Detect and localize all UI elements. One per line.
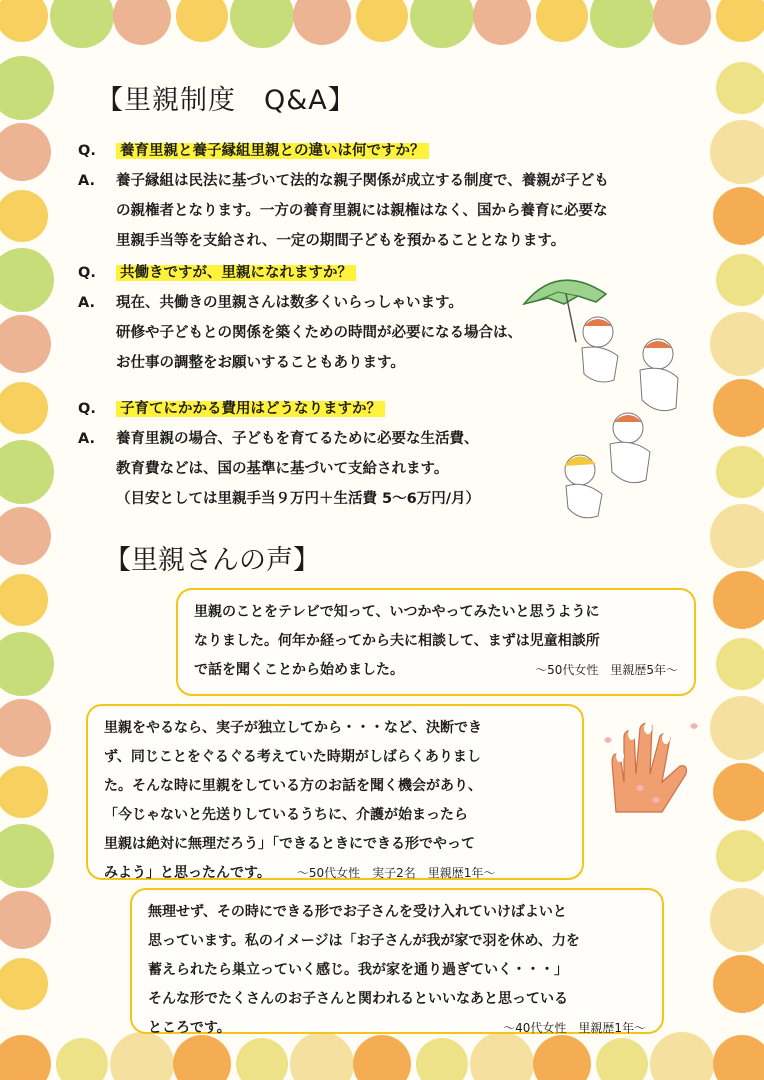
voice-line: みよう」と思ったんです。 (104, 865, 271, 881)
voice-card-1 (176, 588, 696, 696)
voice-line: 「今じゃないと先送りしているうちに、介護が始まったら (104, 807, 468, 823)
question-text: 子育てにかかる費用はどうなりますか？ (116, 401, 385, 417)
voice-line: 里親をやるなら、実子が独立してから・・・など、決断でき (104, 720, 482, 736)
voice-card-3 (130, 888, 664, 1034)
answer-line: の親権者となります。一方の養育里親には親権はなく、国から養育に必要な (116, 203, 608, 219)
qa-title: 【里親制度 Q&A】 (96, 85, 356, 116)
voices-title: 【里親さんの声】 (104, 545, 320, 576)
umbrella-children-icon (518, 268, 704, 522)
q-mark: Q. (78, 401, 96, 417)
voice-line: た。そんな時に里親をしている方のお話を聞く機会があり、 (104, 778, 482, 794)
question-text: 共働きですが、里親になれますか？ (116, 265, 356, 281)
voice-line: そんな形でたくさんのお子さんと関われるといいなあと思っている (148, 991, 568, 1007)
voice-line: 里親は絶対に無理だろう」「できるときにできる形でやって (104, 836, 475, 852)
voice-line: 無理せず、その時にできる形でお子さんを受け入れていけばよいと (148, 904, 567, 920)
a-mark: A. (78, 431, 95, 447)
answer-line: 養子縁組は民法に基づいて法的な親子関係が成立する制度で、養親が子ども (116, 173, 609, 189)
voice-signature: ～40代女性 里親歴1年～ (503, 1021, 646, 1035)
a-mark: A. (78, 295, 95, 311)
answer-line: 研修や子どもとの関係を築くための時間が必要になる場合は、 (116, 325, 522, 341)
a-mark: A. (78, 173, 95, 189)
question-text: 養育里親と養子縁組里親との違いは何ですか？ (116, 143, 429, 159)
voice-signature: ～50代女性 実子2名 里親歴1年～ (296, 866, 496, 880)
voice-line: ところです。 (148, 1020, 231, 1036)
voice-line: 里親のことをテレビで知って、いつかやってみたいと思うように (194, 604, 600, 620)
voice-line: ず、同じことをぐるぐる考えていた時期がしばらくありまし (104, 749, 481, 765)
voice-line: なりました。何年か経ってから夫に相談して、まずは児童相談所 (194, 633, 600, 649)
voice-line: 思っています。私のイメージは「お子さんが我が家で羽を休め、力を (148, 933, 580, 949)
voice-line: 蓄えられたら巣立っていく感じ。我が家を通り過ぎていく・・・」 (148, 962, 568, 978)
answer-line: （目安としては里親手当９万円＋生活費 5～6万円/月） (116, 491, 481, 507)
answer-line: 養育里親の場合、子どもを育てるために必要な生活費、 (116, 431, 479, 447)
answer-line: 里親手当等を支給され、一定の期間子どもを預かることとなります。 (116, 233, 566, 249)
q-mark: Q. (78, 265, 96, 281)
voice-card-2 (86, 704, 584, 880)
hand-petals-icon (596, 712, 706, 822)
answer-line: お仕事の調整をお願いすることもあります。 (116, 355, 405, 371)
qa-item-1 (78, 136, 718, 256)
q-mark: Q. (78, 143, 96, 159)
answer-line: 教育費などは、国の基準に基づいて支給されます。 (116, 461, 449, 477)
voice-signature: ～50代女性 里親歴5年～ (535, 663, 678, 677)
answer-line: 現在、共働きの里親さんは数多くいらっしゃいます。 (116, 295, 463, 311)
voice-line: で話を聞くことから始めました。 (194, 662, 404, 678)
